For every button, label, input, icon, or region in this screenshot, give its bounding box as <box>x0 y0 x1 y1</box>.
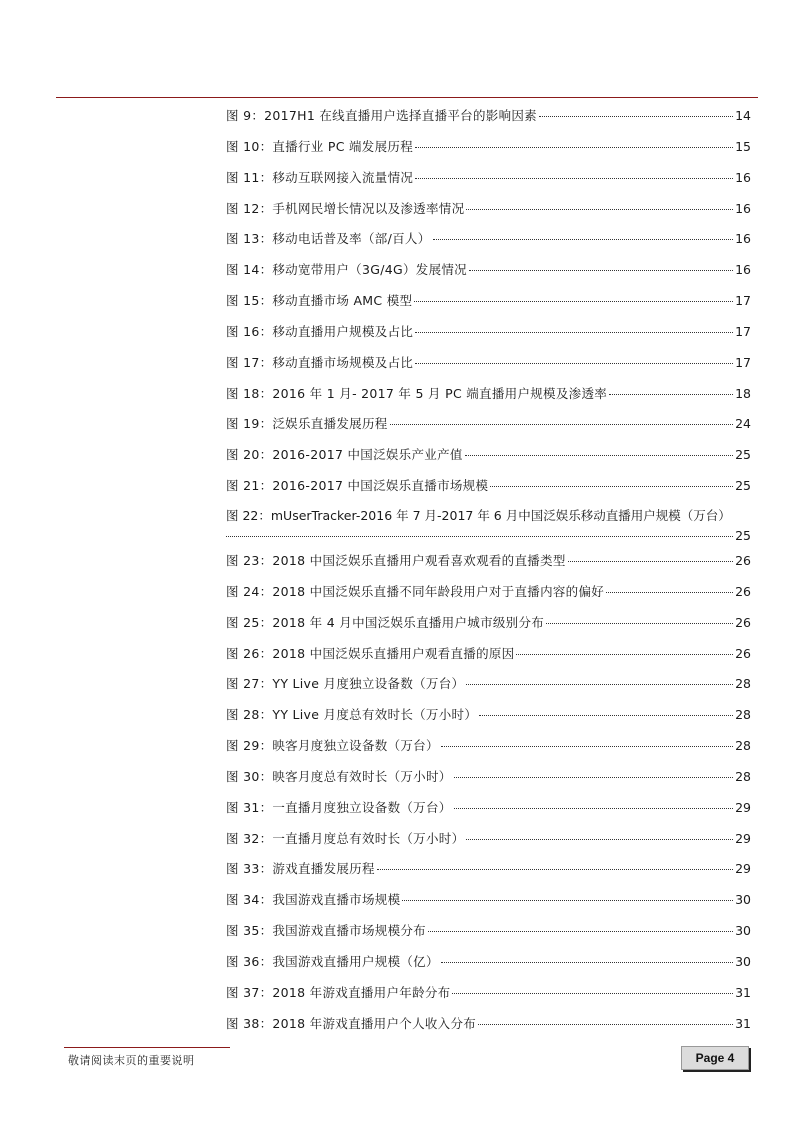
dot-leader <box>390 424 734 425</box>
dot-leader <box>415 332 733 333</box>
toc-entry-page: 28 <box>735 707 751 723</box>
toc-entry-label: 图 31：一直播月度独立设备数（万台） <box>226 799 452 815</box>
toc-entry-page: 16 <box>735 200 751 216</box>
dot-leader <box>469 270 733 271</box>
dot-leader <box>516 654 733 655</box>
toc-entry-label: 图 21：2016-2017 中国泛娱乐直播市场规模 <box>226 478 489 494</box>
toc-entry[interactable] <box>226 580 751 611</box>
toc-entry-page: 29 <box>735 861 751 877</box>
toc-entry[interactable] <box>226 1012 751 1043</box>
toc-entry-page: 26 <box>735 583 751 599</box>
toc-entry-page: 18 <box>735 385 751 401</box>
toc-entry[interactable] <box>226 505 751 549</box>
toc-entry-page: 16 <box>735 262 751 278</box>
toc-entry-page: 17 <box>735 293 751 309</box>
dot-leader <box>452 993 733 994</box>
toc-entry-page: 15 <box>735 138 751 154</box>
disclaimer-note: 敬请阅读末页的重要说明 <box>68 1054 195 1067</box>
toc-entry-page: 28 <box>735 768 751 784</box>
toc-entry-page: 14 <box>735 108 751 123</box>
toc-entry-page: 29 <box>735 799 751 815</box>
footer-rule <box>64 1047 230 1048</box>
toc-entry[interactable] <box>226 135 751 166</box>
dot-leader <box>377 869 733 870</box>
toc-entry-label: 图 10：直播行业 PC 端发展历程 <box>226 138 413 154</box>
dot-leader <box>415 147 733 148</box>
toc-entry-page: 24 <box>735 416 751 432</box>
dot-leader <box>454 777 734 778</box>
dot-leader <box>415 363 733 364</box>
toc-entry-page: 28 <box>735 676 751 692</box>
toc-entry-label: 图 18：2016 年 1 月- 2017 年 5 月 PC 端直播用户规模及渗透率 <box>226 385 608 401</box>
toc-entry-label: 图 14：移动宽带用户（3G/4G）发展情况 <box>226 262 467 278</box>
toc-entry-page: 17 <box>735 354 751 370</box>
toc-entry[interactable] <box>226 857 751 888</box>
toc-entry-page: 25 <box>735 478 751 494</box>
toc-entry-label: 图 37：2018 年游戏直播用户年龄分布 <box>226 984 451 1000</box>
dot-leader <box>441 962 733 963</box>
dot-leader <box>428 931 733 932</box>
toc-entry[interactable] <box>226 289 751 320</box>
toc-entry[interactable] <box>226 320 751 351</box>
dot-leader <box>466 684 733 685</box>
toc-entry-page: 31 <box>735 984 751 1000</box>
dot-leader <box>568 561 733 562</box>
toc-entry-label: 图 20：2016-2017 中国泛娱乐产业产值 <box>226 447 463 463</box>
dot-leader <box>606 592 733 593</box>
toc-entry-page: 16 <box>735 169 751 185</box>
toc-entry[interactable] <box>226 642 751 673</box>
toc-entry-label: 图 36：我国游戏直播用户规模（亿） <box>226 953 439 969</box>
toc-entry[interactable] <box>226 919 751 950</box>
toc-entry-page: 25 <box>735 447 751 463</box>
toc-entry[interactable] <box>226 549 751 580</box>
toc-entry-page: 30 <box>735 892 751 908</box>
toc-entry-label: 图 28：YY Live 月度总有效时长（万小时） <box>226 707 478 723</box>
toc-entry-label: 图 35：我国游戏直播市场规模分布 <box>226 923 426 939</box>
dot-leader <box>479 715 733 716</box>
toc-entry-label: 图 17：移动直播市场规模及占比 <box>226 354 414 370</box>
toc-entry-page: 31 <box>735 1015 751 1031</box>
toc-entry[interactable] <box>226 888 751 919</box>
toc-entry[interactable] <box>226 104 751 135</box>
dot-leader <box>226 536 733 537</box>
toc-entry-label: 图 32：一直播月度总有效时长（万小时） <box>226 830 465 846</box>
dot-leader <box>539 116 733 117</box>
toc-entry-label: 图 30：映客月度总有效时长（万小时） <box>226 768 452 784</box>
toc-entry[interactable] <box>226 166 751 197</box>
toc-entry-label: 图 33：游戏直播发展历程 <box>226 861 375 877</box>
toc-entry[interactable] <box>226 351 751 382</box>
dot-leader <box>415 178 733 179</box>
toc-entry-page: 25 <box>735 527 751 543</box>
dot-leader <box>454 808 734 809</box>
dot-leader <box>465 455 733 456</box>
header-rule <box>56 97 758 98</box>
dot-leader <box>414 301 733 302</box>
dot-leader <box>546 623 733 624</box>
toc-entry-page: 26 <box>735 645 751 661</box>
toc-entry[interactable] <box>226 611 751 642</box>
toc-entry-label: 图 38：2018 年游戏直播用户个人收入分布 <box>226 1015 477 1031</box>
toc-entry-label: 图 24：2018 中国泛娱乐直播不同年龄段用户对于直播内容的偏好 <box>226 583 605 599</box>
toc-entry[interactable] <box>226 950 751 981</box>
toc-entry[interactable] <box>226 827 751 858</box>
dot-leader <box>478 1024 733 1025</box>
toc-entry-page: 16 <box>735 231 751 247</box>
dot-leader <box>433 239 734 240</box>
dot-leader <box>490 486 733 487</box>
toc-entry-label: 图 11：移动互联网接入流量情况 <box>226 169 414 185</box>
toc-entry[interactable] <box>226 443 751 474</box>
toc-entry[interactable] <box>226 197 751 228</box>
toc-entry-page: 30 <box>735 923 751 939</box>
toc-entry-page: 17 <box>735 323 751 339</box>
dot-leader <box>466 839 733 840</box>
toc-entry-label: 图 23：2018 中国泛娱乐直播用户观看喜欢观看的直播类型 <box>226 552 566 568</box>
toc-entry[interactable] <box>226 382 751 413</box>
toc-entry[interactable] <box>226 734 751 765</box>
dot-leader <box>441 746 733 747</box>
toc-entry-label: 图 15：移动直播市场 AMC 模型 <box>226 293 413 309</box>
toc-entry-label: 图 25：2018 年 4 月中国泛娱乐直播用户城市级别分布 <box>226 614 545 630</box>
toc-entry-label: 图 13：移动电话普及率（部/百人） <box>226 231 431 247</box>
toc-entry-label: 图 16：移动直播用户规模及占比 <box>226 323 414 339</box>
toc-entry[interactable] <box>226 981 751 1012</box>
toc-entry[interactable] <box>226 703 751 734</box>
toc-entry-page: 28 <box>735 738 751 754</box>
dot-leader <box>609 394 733 395</box>
toc-entry[interactable] <box>226 474 751 505</box>
toc-entry-label: 图 34：我国游戏直播市场规模 <box>226 892 401 908</box>
dot-leader <box>402 900 733 901</box>
page-number-badge: Page 4 <box>681 1046 749 1070</box>
toc-entry-page: 29 <box>735 830 751 846</box>
toc-entry[interactable] <box>226 258 751 289</box>
toc-entry-page: 26 <box>735 614 751 630</box>
toc-entry-label: 图 12：手机网民增长情况以及渗透率情况 <box>226 200 465 216</box>
toc-entry[interactable] <box>226 227 751 258</box>
toc-entry-label: 图 29：映客月度独立设备数（万台） <box>226 738 439 754</box>
toc-entry[interactable] <box>226 412 751 443</box>
toc-entry-page: 30 <box>735 953 751 969</box>
table-of-figures <box>226 104 751 1042</box>
toc-entry[interactable] <box>226 765 751 796</box>
toc-entry-label: 图 26：2018 中国泛娱乐直播用户观看直播的原因 <box>226 645 515 661</box>
toc-entry-label: 图 22：mUserTracker-2016 年 7 月-2017 年 6 月中国泛娱乐移动直播用户规模（万台） <box>226 507 731 523</box>
toc-entry-label: 图 9：2017H1 在线直播用户选择直播平台的影响因素 <box>226 108 537 123</box>
dot-leader <box>466 209 733 210</box>
toc-entry[interactable] <box>226 796 751 827</box>
toc-entry-label: 图 19：泛娱乐直播发展历程 <box>226 416 388 432</box>
toc-entry-label: 图 27：YY Live 月度独立设备数（万台） <box>226 676 465 692</box>
toc-entry-page: 26 <box>735 552 751 568</box>
toc-entry[interactable] <box>226 672 751 703</box>
